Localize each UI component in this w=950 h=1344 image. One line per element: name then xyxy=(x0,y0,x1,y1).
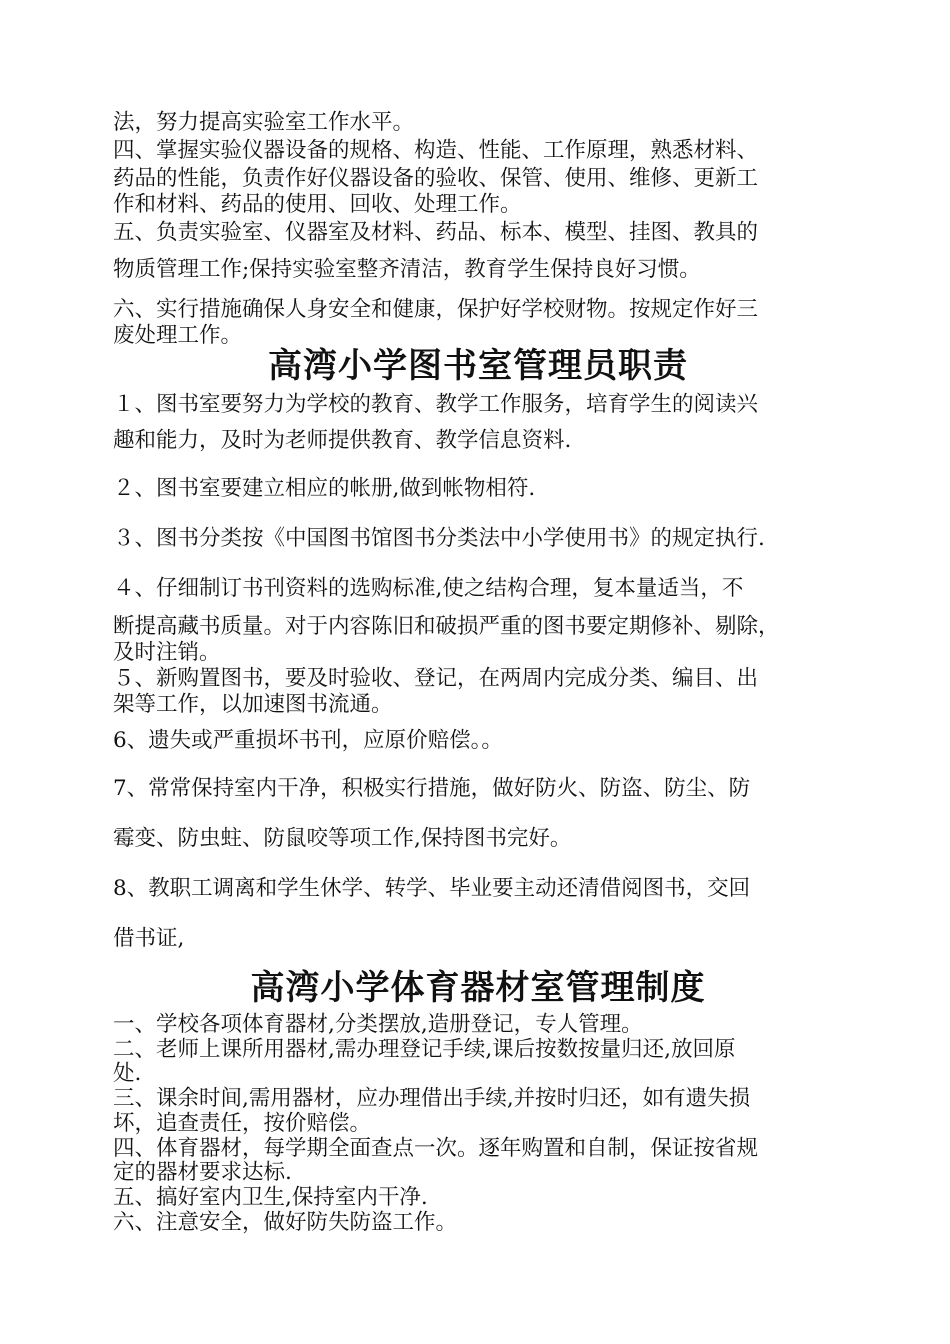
library-duty-line: 7、常常保持室内干净，积极实行措施，做好防火、防盗、防尘、防 xyxy=(113,776,751,801)
sports-section-title: 高湾小学体育器材室管理制度 xyxy=(250,968,706,1008)
library-section-title: 高湾小学图书室管理员职责 xyxy=(268,346,688,386)
sports-rule-line: 六、注意安全，做好防失防盗工作。 xyxy=(113,1210,458,1235)
sports-rule-line: 二、老师上课所用器材,需办理登记手续,课后按数按量归还,放回原 xyxy=(113,1037,736,1062)
library-duty-line: １、图书室要努力为学校的教育、教学工作服务，培育学生的阅读兴 xyxy=(113,392,759,417)
sports-rule-line: 五、搞好室内卫生,保持室内干净. xyxy=(113,1185,428,1210)
library-duty-line: 借书证, xyxy=(113,926,185,951)
lab-duty-line: 四、掌握实验仪器设备的规格、构造、性能、工作原理，熟悉材料、 xyxy=(113,138,759,163)
lab-duty-line: 药品的性能，负责作好仪器设备的验收、保管、使用、维修、更新工 xyxy=(113,166,759,191)
lab-duty-line: 法，努力提高实验室工作水平。 xyxy=(113,110,415,135)
sports-rule-line: 定的器材要求达标. xyxy=(113,1160,292,1185)
library-duty-line: 断提高藏书质量。对于内容陈旧和破损严重的图书要定期修补、剔除， xyxy=(113,614,780,639)
library-duty-line: 及时注销。 xyxy=(113,640,221,665)
sports-rule-line: 一、学校各项体育器材,分类摆放,造册登记，专人管理。 xyxy=(113,1012,643,1037)
library-duty-line: 6、遗失或严重损坏书刊，应原价赔偿。。 xyxy=(113,728,503,753)
library-duty-line: 架等工作，以加速图书流通。 xyxy=(113,692,393,717)
library-duty-line: ２、图书室要建立相应的帐册,做到帐物相符. xyxy=(113,476,536,501)
library-duty-line: 8、教职工调离和学生休学、转学、毕业要主动还清借阅图书，交回 xyxy=(113,876,751,901)
sports-rule-line: 四、体育器材，每学期全面查点一次。逐年购置和自制，保证按省规 xyxy=(113,1136,759,1161)
lab-duty-line: 废处理工作。 xyxy=(113,323,243,348)
sports-rule-line: 三、课余时间,需用器材，应办理借出手续,并按时归还，如有遗失损 xyxy=(113,1086,751,1111)
library-duty-line: 趣和能力，及时为老师提供教育、教学信息资料. xyxy=(113,428,572,453)
sports-rule-line: 坏，追查责任，按价赔偿。 xyxy=(113,1111,372,1136)
lab-duty-line: 六、实行措施确保人身安全和健康，保护好学校财物。按规定作好三 xyxy=(113,297,759,322)
lab-duty-line: 五、负责实验室、仪器室及材料、药品、标本、模型、挂图、教具的 xyxy=(113,220,759,245)
lab-duty-line: 物质管理工作;保持实验室整齐清洁，教育学生保持良好习惯。 xyxy=(113,257,701,282)
library-duty-line: 霉变、防虫蛀、防鼠咬等项工作,保持图书完好。 xyxy=(113,826,572,851)
library-duty-line: ５、新购置图书，要及时验收、登记，在两周内完成分类、编目、出 xyxy=(113,666,759,691)
lab-duty-line: 作和材料、药品的使用、回收、处理工作。 xyxy=(113,192,522,217)
library-duty-line: ３、图书分类按《中国图书馆图书分类法中小学使用书》的规定执行. xyxy=(113,526,765,551)
sports-rule-line: 处. xyxy=(113,1061,142,1086)
library-duty-line: ４、仔细制订书刊资料的选购标准,使之结构合理，复本量适当，不 xyxy=(113,576,744,601)
